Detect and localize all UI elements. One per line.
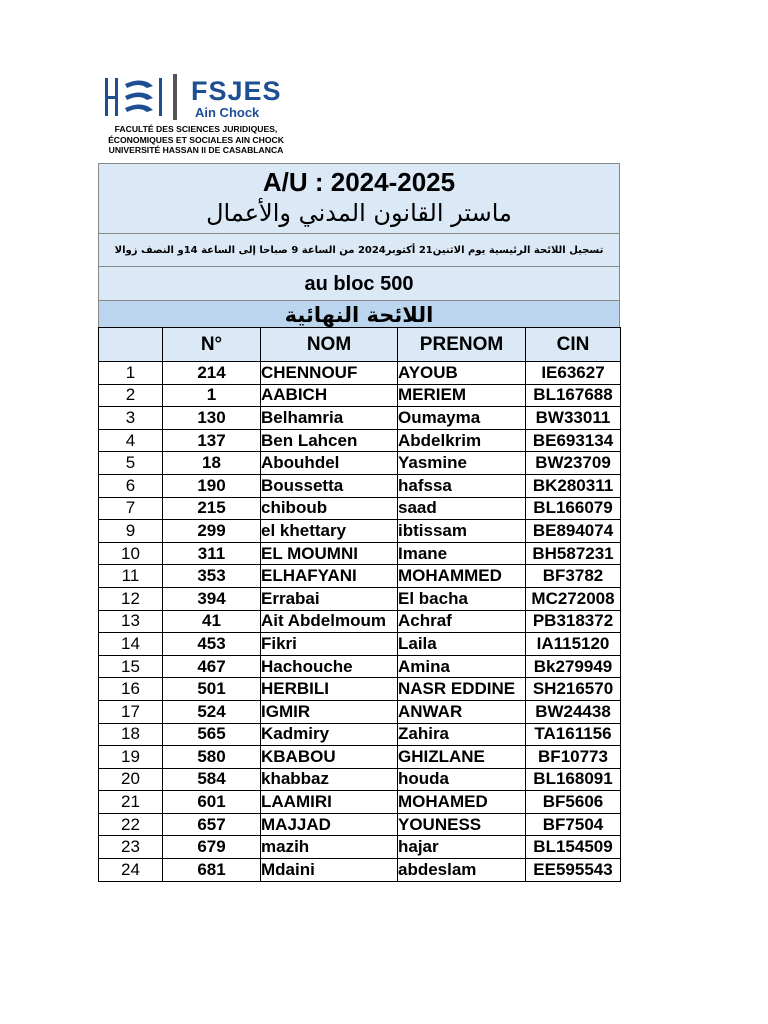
cell-nom: CHENNOUF [261,362,398,385]
cell-prenom: Zahira [398,723,526,746]
cell-nom: chiboub [261,497,398,520]
cell-prenom: Achraf [398,610,526,633]
logo-brand: FSJES [191,76,282,106]
cell-number: 137 [163,429,261,452]
cell-index: 6 [99,474,163,497]
table-row [99,520,621,543]
cell-number: 1 [163,384,261,407]
table-row [99,813,621,836]
cell-cin: BH587231 [526,542,621,565]
cell-cin: PB318372 [526,610,621,633]
final-list-table [98,327,621,882]
table-row [99,655,621,678]
cell-nom: Errabai [261,587,398,610]
cell-number: 679 [163,836,261,859]
cell-number: 584 [163,768,261,791]
table-row [99,429,621,452]
cell-index: 10 [99,542,163,565]
cell-number: 311 [163,542,261,565]
faculty-emblem-icon [103,74,183,120]
cell-prenom: ANWAR [398,700,526,723]
cell-cin: BF10773 [526,746,621,769]
cell-cin: BE693134 [526,429,621,452]
table-row [99,723,621,746]
cell-number: 580 [163,746,261,769]
cell-index: 9 [99,520,163,543]
cell-nom: MAJJAD [261,813,398,836]
cell-index: 15 [99,655,163,678]
cell-index: 13 [99,610,163,633]
cell-number: 524 [163,700,261,723]
cell-cin: BL168091 [526,768,621,791]
cell-cin: MC272008 [526,587,621,610]
cell-prenom: AYOUB [398,362,526,385]
cell-cin: Bk279949 [526,655,621,678]
cell-number: 394 [163,587,261,610]
location: au bloc 500 [98,266,620,300]
cell-number: 215 [163,497,261,520]
cell-number: 501 [163,678,261,701]
cell-index: 24 [99,859,163,882]
academic-year-block [98,163,620,233]
cell-number: 190 [163,474,261,497]
cell-prenom: Yasmine [398,452,526,475]
cell-nom: el khettary [261,520,398,543]
cell-prenom: hajar [398,836,526,859]
cell-index: 5 [99,452,163,475]
cell-number: 41 [163,610,261,633]
logo-subtitle: Ain Chock [195,105,260,120]
table-header-row [99,328,621,362]
cell-index: 4 [99,429,163,452]
cell-cin: BE894074 [526,520,621,543]
cell-number: 657 [163,813,261,836]
cell-nom: AABICH [261,384,398,407]
table-row [99,474,621,497]
cell-cin: BK280311 [526,474,621,497]
program-title: ماستر القانون المدني والأعمال [206,199,512,227]
cell-nom: IGMIR [261,700,398,723]
cell-cin: BW33011 [526,407,621,430]
table-row [99,633,621,656]
cell-number: 601 [163,791,261,814]
cell-prenom: Imane [398,542,526,565]
faculty-logo [103,72,303,162]
list-title: اللائحة النهائية [98,300,620,330]
cell-index: 21 [99,791,163,814]
cell-cin: BF3782 [526,565,621,588]
academic-year: A/U : 2024-2025 [262,167,456,197]
table-row [99,384,621,407]
cell-cin: BW23709 [526,452,621,475]
cell-cin: SH216570 [526,678,621,701]
cell-index: 23 [99,836,163,859]
cell-cin: BF7504 [526,813,621,836]
registration-note: تسجيل اللائحة الرئيسية يوم الاثنين21 أكتوبر2024 من الساعة 9 صباحا إلى الساعة 14و النصف زوالا [98,233,620,266]
cell-index: 19 [99,746,163,769]
table-row [99,700,621,723]
column-header-nom: NOM [261,328,398,362]
table-row [99,859,621,882]
cell-number: 353 [163,565,261,588]
table-row [99,678,621,701]
cell-index: 1 [99,362,163,385]
table-row [99,542,621,565]
column-header-prenom: PRENOM [398,328,526,362]
cell-prenom: YOUNESS [398,813,526,836]
cell-nom: Ben Lahcen [261,429,398,452]
cell-prenom: saad [398,497,526,520]
table-row [99,587,621,610]
cell-index: 16 [99,678,163,701]
faculty-name-line: UNIVERSITÉ HASSAN II DE CASABLANCA [108,145,284,155]
cell-cin: BL166079 [526,497,621,520]
cell-nom: Hachouche [261,655,398,678]
cell-number: 299 [163,520,261,543]
cell-index: 22 [99,813,163,836]
cell-prenom: MOHAMED [398,791,526,814]
table-body [99,362,621,882]
cell-cin: BF5606 [526,791,621,814]
cell-nom: EL MOUMNI [261,542,398,565]
cell-nom: LAAMIRI [261,791,398,814]
cell-nom: ELHAFYANI [261,565,398,588]
cell-nom: Ait Abdelmoum [261,610,398,633]
cell-nom: Abouhdel [261,452,398,475]
faculty-name [103,124,289,156]
column-header-index [99,328,163,362]
column-header-cin: CIN [526,328,621,362]
table-row [99,565,621,588]
cell-number: 681 [163,859,261,882]
cell-cin: IA115120 [526,633,621,656]
cell-prenom: hafssa [398,474,526,497]
cell-number: 130 [163,407,261,430]
cell-nom: HERBILI [261,678,398,701]
cell-prenom: abdeslam [398,859,526,882]
cell-prenom: El bacha [398,587,526,610]
table-row [99,362,621,385]
table-row [99,407,621,430]
cell-prenom: GHIZLANE [398,746,526,769]
table-row [99,768,621,791]
cell-cin: BW24438 [526,700,621,723]
cell-prenom: houda [398,768,526,791]
cell-prenom: MOHAMMED [398,565,526,588]
table-row [99,452,621,475]
cell-number: 453 [163,633,261,656]
table-row [99,746,621,769]
cell-prenom: Oumayma [398,407,526,430]
cell-index: 7 [99,497,163,520]
cell-index: 2 [99,384,163,407]
cell-nom: Mdaini [261,859,398,882]
cell-prenom: ibtissam [398,520,526,543]
table-row [99,610,621,633]
cell-number: 565 [163,723,261,746]
cell-number: 18 [163,452,261,475]
cell-prenom: MERIEM [398,384,526,407]
cell-cin: IE63627 [526,362,621,385]
cell-nom: Belhamria [261,407,398,430]
table-row [99,836,621,859]
cell-nom: KBABOU [261,746,398,769]
table-row [99,791,621,814]
faculty-name-line: FACULTÉ DES SCIENCES JURIDIQUES, [114,124,278,134]
cell-nom: Fikri [261,633,398,656]
cell-prenom: Laila [398,633,526,656]
cell-index: 14 [99,633,163,656]
cell-cin: TA161156 [526,723,621,746]
cell-index: 12 [99,587,163,610]
cell-nom: khabbaz [261,768,398,791]
faculty-name-line: ÉCONOMIQUES ET SOCIALES AIN CHOCK [108,134,284,145]
cell-index: 11 [99,565,163,588]
cell-cin: BL167688 [526,384,621,407]
column-header-number: N° [163,328,261,362]
cell-prenom: NASR EDDINE [398,678,526,701]
cell-index: 18 [99,723,163,746]
cell-index: 3 [99,407,163,430]
cell-number: 467 [163,655,261,678]
cell-prenom: Amina [398,655,526,678]
cell-nom: Boussetta [261,474,398,497]
cell-prenom: Abdelkrim [398,429,526,452]
cell-nom: Kadmiry [261,723,398,746]
cell-number: 214 [163,362,261,385]
cell-cin: BL154509 [526,836,621,859]
cell-index: 20 [99,768,163,791]
table-row [99,497,621,520]
cell-index: 17 [99,700,163,723]
cell-cin: EE595543 [526,859,621,882]
cell-nom: mazih [261,836,398,859]
list-header [98,163,620,330]
